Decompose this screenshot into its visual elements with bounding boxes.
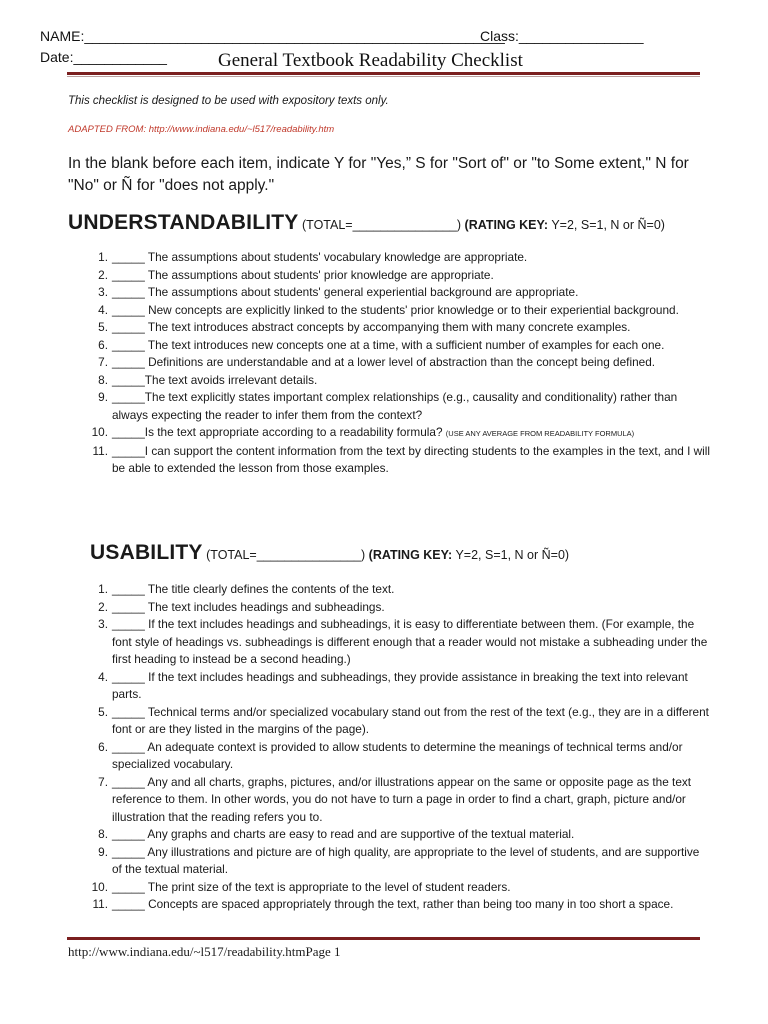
usability-rating-values: Y=2, S=1, N or Ñ=0) xyxy=(455,548,570,562)
item-number: 1. xyxy=(98,250,108,264)
understandability-heading xyxy=(68,211,665,235)
list-item xyxy=(98,337,712,355)
item-text: _____ The text introduces abstract concepts by accompanying them with many concrete examples. xyxy=(112,320,631,334)
item-number: 5. xyxy=(98,320,108,334)
list-item xyxy=(98,354,712,372)
list-item xyxy=(98,372,712,390)
usability-title: USABILITY xyxy=(90,541,203,564)
item-number: 1. xyxy=(98,582,108,596)
list-item xyxy=(98,739,712,774)
list-item xyxy=(98,599,712,617)
item-number: 7. xyxy=(98,774,108,789)
item-number: 6. xyxy=(98,739,108,754)
list-item xyxy=(98,616,712,669)
item-text: _____ Concepts are spaced appropriately through the text, rather than being too many in too short a space. xyxy=(112,897,674,911)
item-number: 3. xyxy=(98,285,108,299)
item-text: _____ New concepts are explicitly linked to the students' prior knowledge or to their experiential background. xyxy=(112,302,679,317)
item-text: _____ Definitions are understandable and at a lower level of abstraction than the concept being defined. xyxy=(112,355,656,369)
item-number: 2. xyxy=(98,599,108,614)
item-number: 8. xyxy=(98,372,108,387)
item-text: _____ If the text includes headings and subheadings, they provide assistance in breaking the text into relevant parts. xyxy=(112,669,688,701)
list-item xyxy=(91,879,712,897)
list-item xyxy=(91,424,712,443)
footer-rule xyxy=(67,937,700,940)
list-item xyxy=(98,581,712,599)
item-text: _____ Any illustrations and picture are of high quality, are appropriate to the level of students, and are supportive of the textual material. xyxy=(112,844,700,876)
item-text: _____The text avoids irrelevant details. xyxy=(112,372,318,387)
item-number: 4. xyxy=(98,669,108,684)
date-field-label: Date:____________ xyxy=(40,49,167,65)
item-text: _____ The assumptions about students' vocabulary knowledge are appropriate. xyxy=(112,250,528,264)
item-text: _____ The assumptions about students' general experiential background are appropriate. xyxy=(112,285,579,299)
item-text: _____I can support the content information from the text by directing students to the examples in the text, and I will be able to extended the lesson from those examples. xyxy=(112,443,711,475)
usability-list xyxy=(91,581,712,914)
item-text: _____ The title clearly defines the contents of the text. xyxy=(112,582,395,596)
list-item xyxy=(98,669,712,704)
usability-total: (TOTAL=_______________) xyxy=(206,548,366,562)
item-number: 11. xyxy=(92,897,108,911)
list-item xyxy=(98,319,712,337)
adapted-from: ADAPTED FROM: http://www.indiana.edu/~l517/readability.htm xyxy=(68,124,335,135)
item-text: _____ An adequate context is provided to allow students to determine the meanings of technical terms and/or specialized vocabulary. xyxy=(112,739,683,771)
item-text: _____Is the text appropriate according to a readability formula? xyxy=(112,425,443,439)
item-number: 8. xyxy=(98,827,108,841)
list-item xyxy=(98,704,712,739)
item-text: _____ The text includes headings and subheadings. xyxy=(112,599,385,614)
list-item xyxy=(98,249,712,267)
understandability-total: (TOTAL=_______________) xyxy=(302,218,462,232)
footer-text: http://www.indiana.edu/~l517/readability.htmPage 1 xyxy=(68,944,341,959)
instructions: In the blank before each item, indicate Y for "Yes,” S for "Sort of" or "to Some extent," N for "No" or Ñ for "does not apply." xyxy=(68,155,689,194)
understandability-list xyxy=(91,249,712,478)
list-item xyxy=(92,896,712,914)
intro-note: This checklist is designed to be used with expository texts only. xyxy=(68,95,389,107)
item-number: 10. xyxy=(91,879,108,894)
header-rule xyxy=(67,72,700,75)
item-number: 9. xyxy=(98,390,108,404)
list-item xyxy=(98,302,712,320)
item-text: _____ If the text includes headings and subheadings, it is easy to differentiate between them. (For example, the font style of headings vs. subheadings is different enough that a reader would not mistake a subheading under the first heading to instead be a second heading.) xyxy=(112,617,708,666)
list-item xyxy=(92,443,712,478)
item-number: 11. xyxy=(92,443,108,458)
usability-heading xyxy=(90,541,569,565)
item-number: 3. xyxy=(98,617,108,631)
list-item xyxy=(98,844,712,879)
document-title: General Textbook Readability Checklist xyxy=(218,50,523,71)
item-number: 7. xyxy=(98,355,108,369)
item-number: 2. xyxy=(98,267,108,282)
item-text: _____ The print size of the text is appropriate to the level of student readers. xyxy=(112,879,511,894)
item-text: _____ Any and all charts, graphs, pictures, and/or illustrations appear on the same or opposite page as the text reference to them. In other words, you do not have to turn a page in order to find a chart, graph, picture and/or illustration that the reading refers you to. xyxy=(112,774,692,824)
item-text: _____ Any graphs and charts are easy to read and are supportive of the textual material. xyxy=(112,827,575,841)
item-number: 6. xyxy=(98,337,108,352)
item-number: 5. xyxy=(98,704,108,719)
item-number: 9. xyxy=(98,844,108,859)
header-rule-thin xyxy=(67,76,700,77)
understandability-rating-values: Y=2, S=1, N or Ñ=0) xyxy=(551,218,665,232)
list-item xyxy=(98,284,712,302)
understandability-title: UNDERSTANDABILITY xyxy=(68,211,299,234)
item-text: _____ The assumptions about students' prior knowledge are appropriate. xyxy=(112,267,494,282)
usability-rating-label: (RATING KEY: xyxy=(368,548,453,562)
list-item xyxy=(98,826,712,844)
name-field-label: NAME:______________________________________________________ xyxy=(40,28,505,44)
item-note: (USE ANY AVERAGE FROM READABILITY FORMULA) xyxy=(445,429,635,438)
item-text: _____ The text introduces new concepts one at a time, with a sufficient number of examples for each one. xyxy=(112,337,665,352)
list-item xyxy=(98,389,712,424)
item-number: 4. xyxy=(98,302,108,317)
list-item xyxy=(98,774,712,827)
list-item xyxy=(98,267,712,285)
item-number: 10. xyxy=(91,425,108,439)
class-field-label: Class:________________ xyxy=(480,28,644,44)
item-text: _____ Technical terms and/or specialized vocabulary stand out from the rest of the text (e.g., they are in a different font or are they listed in the margins of the page). xyxy=(112,704,709,736)
understandability-rating-label: (RATING KEY: xyxy=(464,218,549,232)
item-text: _____The text explicitly states important complex relationships (e.g., causality and conditionality) rather than always expecting the reader to infer them from the context? xyxy=(112,390,678,422)
